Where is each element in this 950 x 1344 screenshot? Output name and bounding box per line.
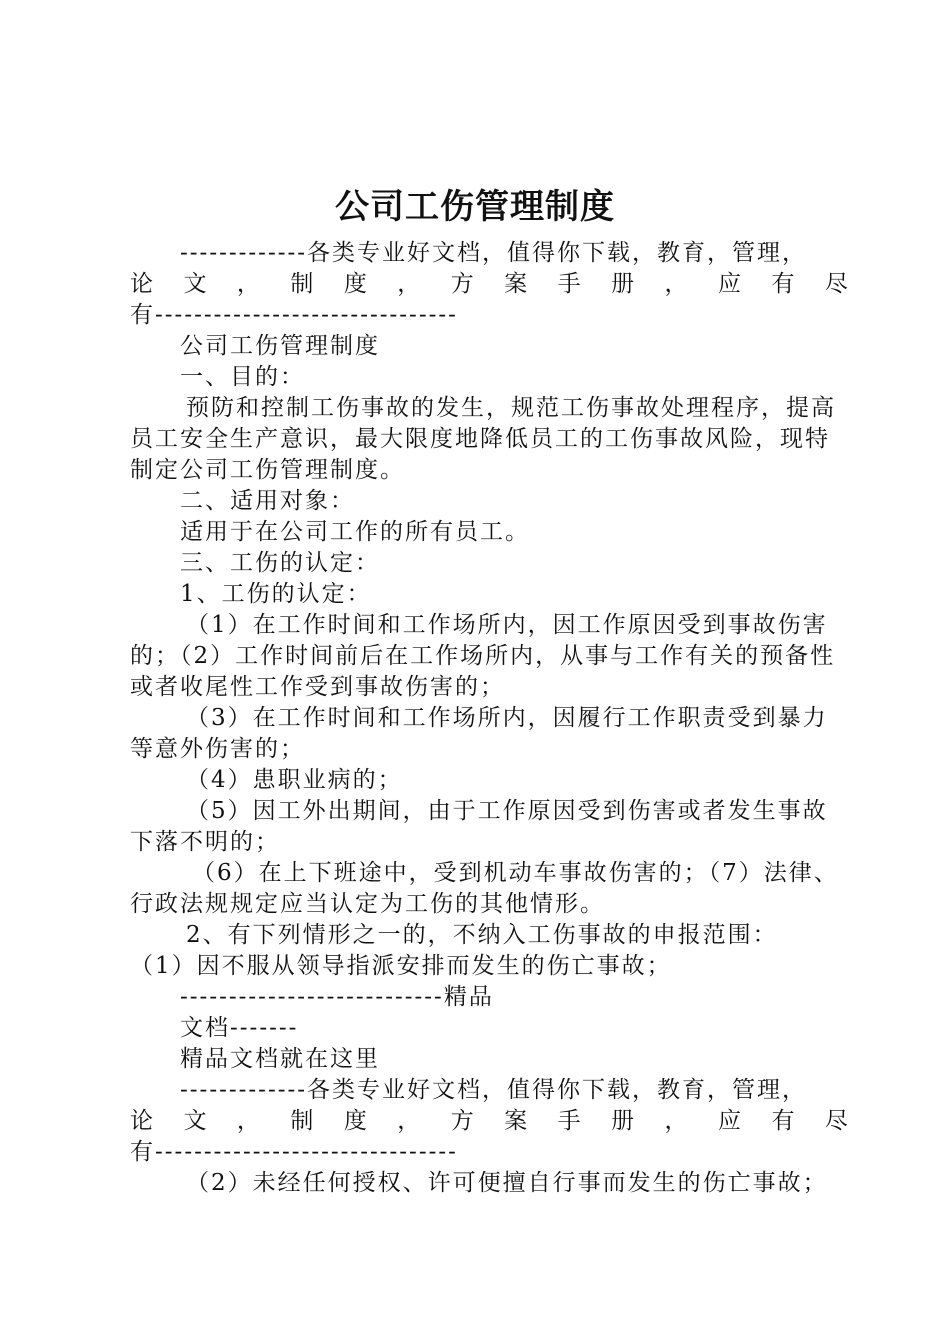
banner-char: 手 — [557, 1108, 583, 1134]
banner-char: 度 — [343, 271, 369, 297]
banner-char: 尽 — [824, 1108, 850, 1134]
list-item: （6）在上下班途中，受到机动车事故伤害的；（7）法律、行政法规规定应当认定为工伤的其他情形。 — [130, 860, 839, 917]
banner-char: 文 — [183, 1108, 209, 1134]
banner-char: ， — [397, 271, 423, 297]
banner-char: 尽 — [824, 271, 850, 297]
footer-dash-line: 文档------- — [180, 1015, 299, 1041]
banner-line: 有------------------------------- — [130, 1139, 458, 1165]
banner-char: 手 — [557, 271, 583, 297]
document-body — [130, 238, 850, 1199]
banner-char: 有 — [771, 271, 797, 297]
banner-spread-line — [130, 269, 850, 300]
footer-tagline: 精品文档就在这里 — [180, 1046, 380, 1072]
banner-char: 制 — [290, 271, 316, 297]
banner-char: ， — [664, 271, 690, 297]
banner-char: 案 — [504, 271, 530, 297]
banner-line: -------------各类专业好文档，值得你下载，教育，管理， — [180, 240, 808, 266]
section-heading-determination: 三、工伤的认定： — [180, 550, 380, 576]
subsection-heading: 2、有下列情形之一的，不纳入工伤事故的申报范围： — [186, 922, 778, 948]
banner-char: 文 — [183, 271, 209, 297]
list-item: （2）未经任何授权、许可便擅自行事而发生的伤亡事故； — [186, 1170, 828, 1196]
banner-char: 册 — [611, 271, 637, 297]
paragraph-purpose: 预防和控制工伤事故的发生，规范工伤事故处理程序，提高员工安全生产意识，最大限度地降低员工的工伤事故风险，现特制定公司工伤管理制度。 — [130, 395, 836, 483]
banner-spread-line — [130, 1106, 850, 1137]
banner-line: -------------各类专业好文档，值得你下载，教育，管理， — [180, 1077, 808, 1103]
banner-char: 有 — [771, 1108, 797, 1134]
banner-char: 案 — [504, 1108, 530, 1134]
footer-dash-line: ---------------------------精品 — [180, 984, 494, 1010]
banner-char: ， — [236, 1108, 262, 1134]
banner-char: ， — [397, 1108, 423, 1134]
banner-char: 册 — [611, 1108, 637, 1134]
list-item: （3）在工作时间和工作场所内，因履行工作职责受到暴力等意外伤害的； — [130, 705, 828, 762]
banner-line: 有------------------------------- — [130, 302, 458, 328]
list-item: （1）在工作时间和工作场所内，因工作原因受到事故伤害的；（2）工作时间前后在工作场所内，从事与工作有关的预备性或者收尾性工作受到事故伤害的； — [130, 612, 836, 700]
banner-bottom — [130, 1075, 850, 1168]
document-title: 公司工伤管理制度 — [335, 187, 615, 227]
list-item: （4）患职业病的； — [186, 767, 403, 793]
subsection-heading: 1、工伤的认定： — [180, 581, 372, 607]
banner-char: ， — [664, 1108, 690, 1134]
banner-char: 方 — [450, 271, 476, 297]
banner-char: 论 — [130, 271, 155, 297]
banner-char: 制 — [290, 1108, 316, 1134]
banner-char: 应 — [717, 271, 743, 297]
banner-top — [130, 238, 850, 331]
list-item: （1）因不服从领导指派安排而发生的伤亡事故； — [130, 953, 672, 979]
banner-char: 论 — [130, 1108, 155, 1134]
banner-char: 方 — [450, 1108, 476, 1134]
section-heading-scope: 二、适用对象： — [180, 488, 355, 514]
banner-char: 应 — [717, 1108, 743, 1134]
banner-char: ， — [236, 271, 262, 297]
banner-char: 度 — [343, 1108, 369, 1134]
section-heading-purpose: 一、目的： — [180, 364, 305, 390]
paragraph-scope: 适用于在公司工作的所有员工。 — [180, 519, 530, 545]
list-item: （5）因工外出期间，由于工作原因受到伤害或者发生事故下落不明的； — [130, 798, 828, 855]
paragraph-heading: 公司工伤管理制度 — [180, 333, 380, 359]
